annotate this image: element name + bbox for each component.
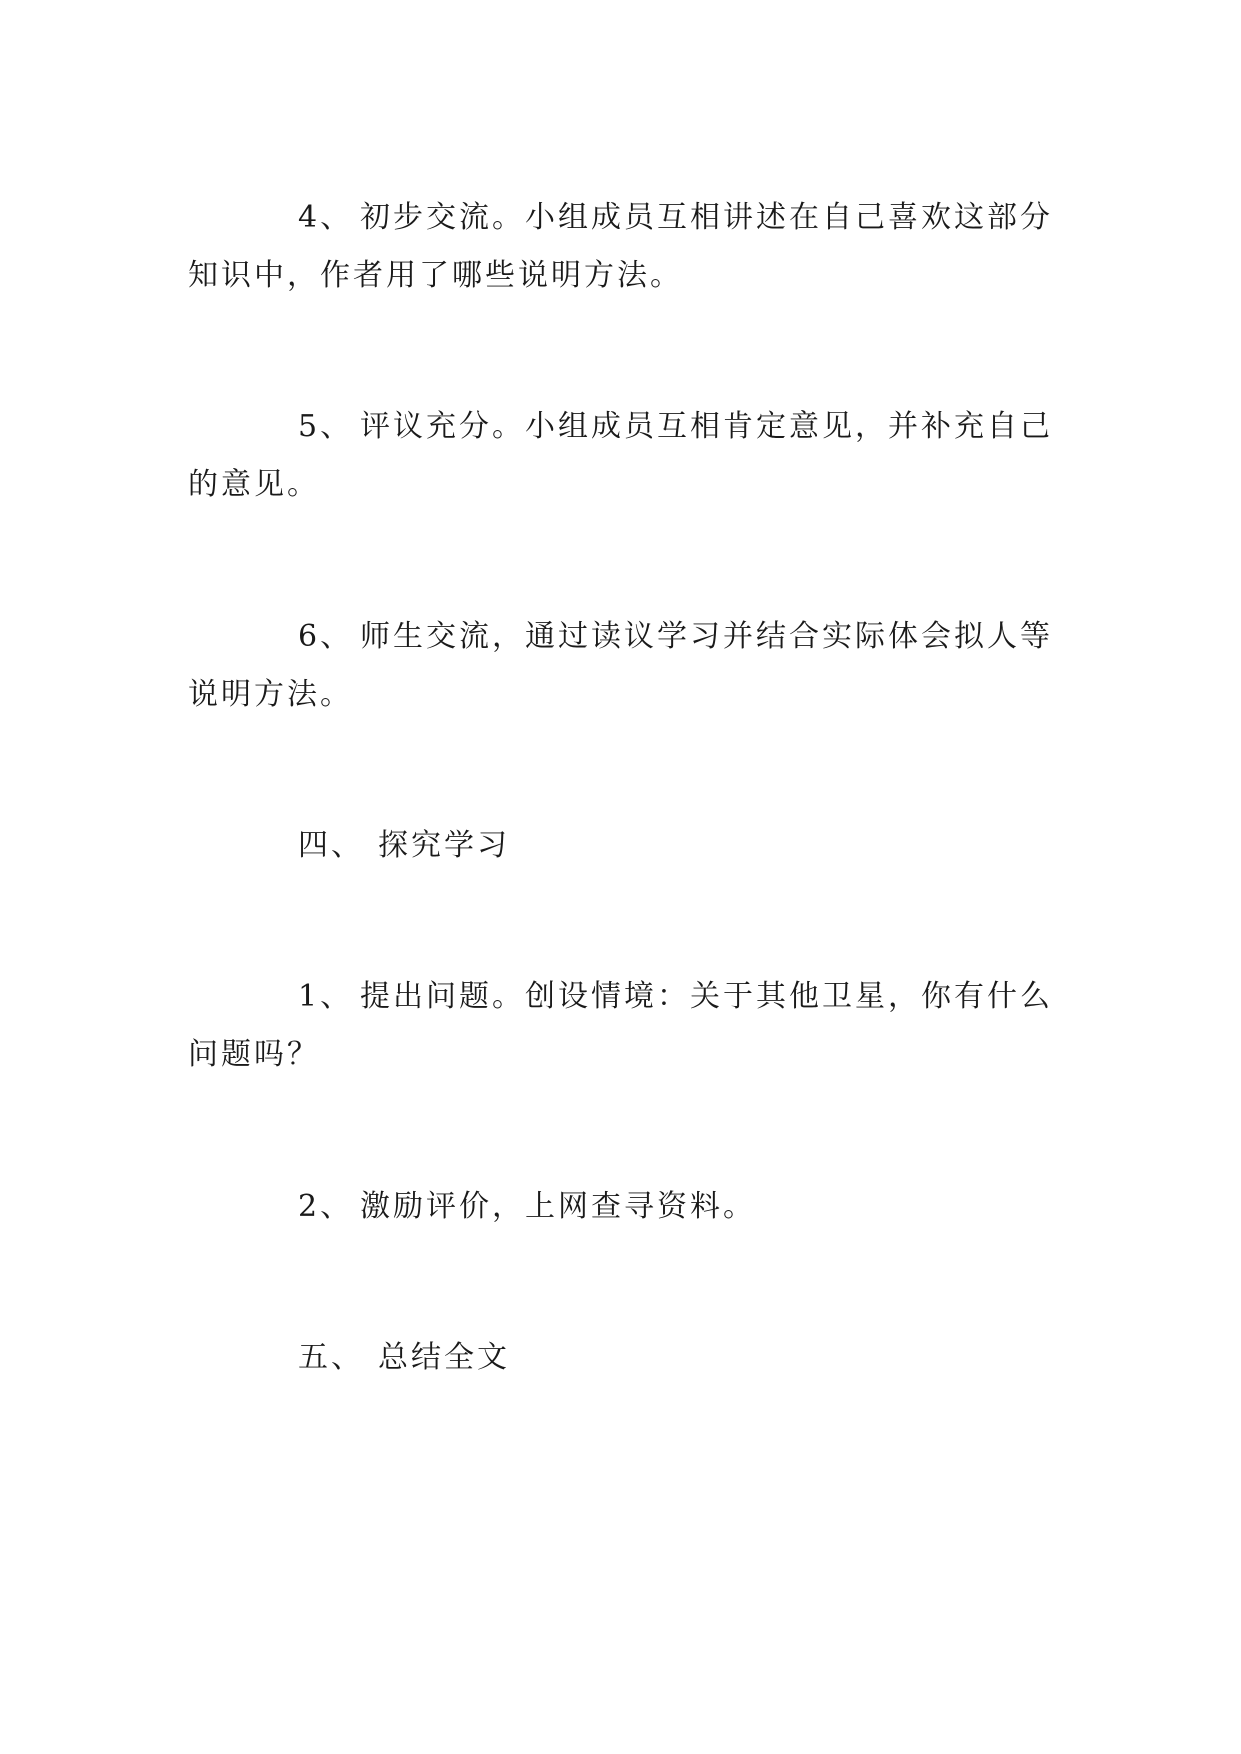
paragraph-inquiry-2	[188, 1178, 1058, 1236]
paragraph-step-5	[188, 398, 1058, 514]
section-number: 四、	[298, 828, 364, 863]
paragraph-step-4	[188, 189, 1058, 305]
paragraph-text: 师生交流，通过读议学习并结合实际体会拟人等说明方法。	[188, 619, 1053, 712]
paragraph-number: 2、	[298, 1189, 354, 1224]
paragraph-step-6	[188, 608, 1058, 724]
paragraph-number: 4、	[298, 200, 354, 235]
section-title: 总结全文	[378, 1340, 510, 1375]
paragraph-text: 初步交流。小组成员互相讲述在自己喜欢这部分知识中，作者用了哪些说明方法。	[188, 200, 1053, 293]
section-number: 五、	[298, 1340, 364, 1375]
paragraph-number: 1、	[298, 979, 354, 1014]
paragraph-number: 6、	[298, 619, 354, 654]
paragraph-text: 提出问题。创设情境：关于其他卫星，你有什么问题吗？	[188, 979, 1053, 1072]
section-heading-5	[188, 1329, 1058, 1387]
section-heading-4	[188, 817, 1058, 875]
paragraph-number: 5、	[298, 409, 354, 444]
paragraph-text: 评议充分。小组成员互相肯定意见，并补充自己的意见。	[188, 409, 1053, 502]
paragraph-inquiry-1	[188, 968, 1058, 1084]
section-title: 探究学习	[378, 828, 510, 863]
paragraph-text: 激励评价，上网查寻资料。	[360, 1189, 756, 1224]
